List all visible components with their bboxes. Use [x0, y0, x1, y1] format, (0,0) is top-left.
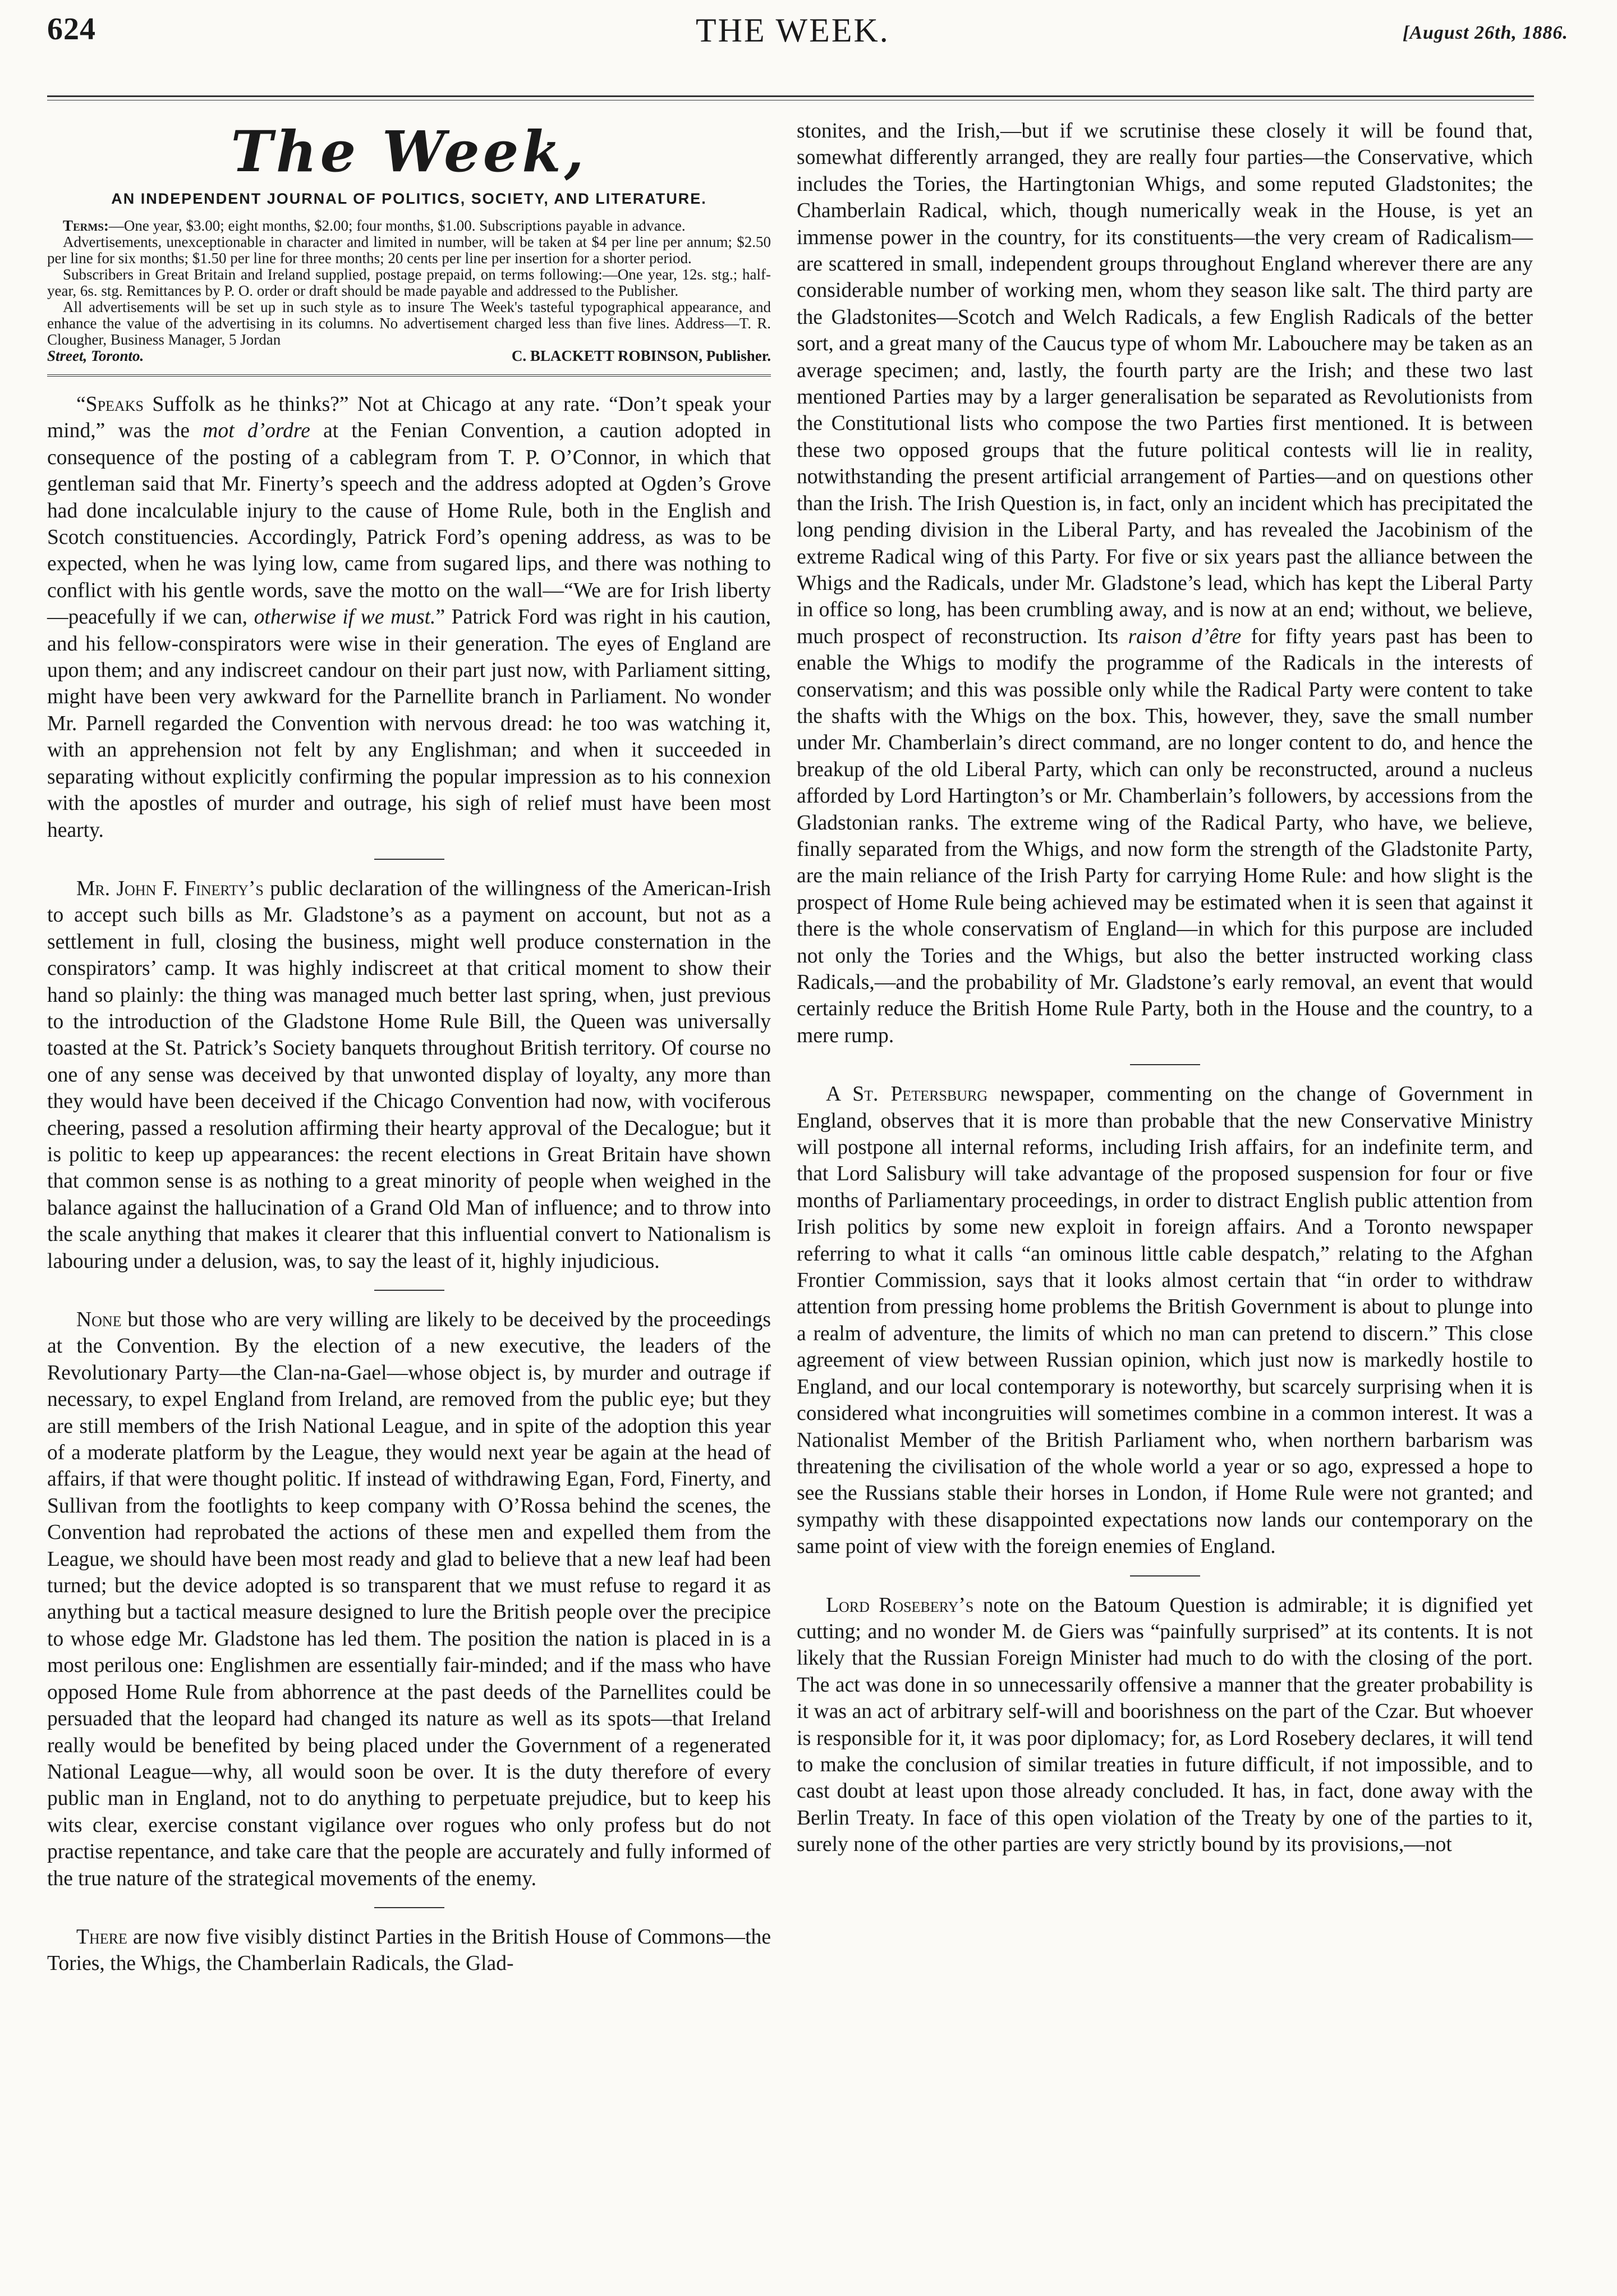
- terms-lead: Terms:: [63, 217, 109, 234]
- masthead: [47, 118, 771, 377]
- all-ads-paragraph: All advertisements will be set up in such style as to insure The Week's tasteful typographical appearance, and enhance the value of the advertising in its columns. No advertisement charged less than five lines. Address—T. R. Clougher, Business Manager, 5 Jordan: [47, 299, 771, 348]
- article-text: ” Patrick Ford was right in his caution, and his fellow-conspirators were wise in their generation. The eyes of England are upon them; and any indiscreet candour on their part just now, with Parliament sitting, might have been very awkward for the Parnellite branch in Parliament. No wonder Mr. Parnell regarded the Convention with nervous dread: he too was watching it, with an apprehension not felt by any Englishman; and when it succeeded in separating without explicitly confirming the popular impression as to his connexion with the apostles of murder and outrage, his sigh of relief must have been most hearty.: [47, 606, 771, 842]
- article-text: but those who are very willing are likely to be deceived by the proceedings at the Convention. By the election of a new executive, the leaders of the Revolutionary Party—the Clan-na-Gael—whose object is, by murder and outrage if necessary, to expel England from Ireland, are removed from the public eye; but they are still members of the Irish National League, and in spite of the adoption this year of a moderate platform by the League, they would next year be again at the head of affairs, if that were thought politic. If instead of withdrawing Egan, Ford, Finerty, and Sullivan from the footlights to keep company with O’Rossa behind the scenes, the Convention had reprobated the actions of these men and expelled them from the League, we should have been most ready and glad to believe that a new leaf had been turned; but the device adopted is so transparent that we must refuse to regard it as anything but a tactical measure designed to lure the British people over the precipice to whose edge Mr. Gladstone has led them. The position the nation is placed in is a most perilous one: Englishmen are essentially fair-minded; and if the mass who have opposed Home Rule from abhorrence at the past deeds of the Parnellites could be persuaded that the leopard had changed its nature as well as its spots—that Ireland really would be benefited by being placed under the Government of a regenerated National League—why, all would soon be over. It is the duty therefore of every public man in England, not to do anything to perpetuate prejudice, but to keep his wits clear, exercise constant vigilance over rogues who only profess but do not practise repentance, and take care that the people are accurately and fully informed of the true nature of the strategical movements of the enemy.: [47, 1308, 771, 1890]
- article-paragraph: [47, 1307, 771, 1892]
- advertisements-paragraph: Advertisements, unexceptionable in character and limited in number, will be taken at $4 per line per annum; $2.50 per line for six months; $1.50 per line for three months; 20 cents per line per insertion for a shorter period.: [47, 233, 771, 267]
- subscribers-paragraph: Subscribers in Great Britain and Ireland supplied, postage prepaid, on terms following:—One year, 12s. stg.; half-year, 6s. stg. Remittances by P. O. order or draft should be made payable and addressed to the Publisher.: [47, 266, 771, 299]
- article-lead: A St. Petersburg: [826, 1083, 988, 1106]
- masthead-rule: [47, 374, 771, 377]
- article-five-parties-continued: [797, 118, 1533, 1049]
- article-paragraph: [797, 1592, 1533, 1858]
- masthead-title: The Week,: [231, 118, 587, 185]
- masthead-terms: [47, 218, 771, 348]
- article-text: public declaration of the willingness of the American-Irish to accept such bills as Mr. Gladstone’s as a payment on account, but not as a settlement in full, closing the business, might well produce consternation in the conspirators’ camp. It was highly indiscreet at that critical moment to show their hand so plainly: the thing was managed much better last spring, when, just previous to the introduction of the Gladstone Home Rule Bill, the Queen was universally toasted at the St. Patrick’s Society banquets throughout British territory. Of course no one of any sense was deceived by that unwonted display of loyalty, any more than they would have been deceived if the Chicago Convention had now, with vociferous cheering, passed a resolution affirming their hearty approval of the Decalogue; but it is politic to keep up appearances: the recent elections in Great Britain have shown that common sense is as nothing to a great minority of people when weighed in the balance against the hallucination of a Grand Old Man of influence; and to throw into the scale anything that makes it clearer that this influential convert to Nationalism is labouring under a delusion, was, to say the least of it, highly injudicious.: [47, 877, 771, 1273]
- running-title: THE WEEK.: [696, 12, 890, 49]
- article-separator: [1130, 1575, 1200, 1577]
- article-text: are now five visibly distinct Parties in the British House of Commons—the Tories, the Whigs, the Chamberlain Radicals, the Glad-: [47, 1925, 771, 1976]
- article-paragraph: [797, 118, 1533, 1049]
- article-separator: [374, 1290, 444, 1291]
- left-column: [47, 118, 771, 1977]
- article-speaks-suffolk: [47, 391, 771, 844]
- right-column: [797, 118, 1533, 1858]
- page-number: 624: [47, 12, 96, 47]
- terms-text: —One year, $3.00; eight months, $2.00; four months, $1.00. Subscriptions payable in advance.: [108, 217, 686, 234]
- article-paragraph: [797, 1081, 1533, 1560]
- article-text: Suffolk as he thinks?” Not at Chicago at any rate. “Don’t speak your mind,” was the: [47, 393, 771, 443]
- header-rule: [47, 95, 1534, 97]
- article-lead: Lord Rosebery’s: [826, 1593, 974, 1617]
- article-lead: Mr. John F. Finerty’s: [76, 877, 264, 900]
- article-paragraph: [47, 876, 771, 1275]
- article-separator: [1130, 1064, 1200, 1065]
- article-finerty: [47, 876, 771, 1275]
- article-emphasis: mot d’ordre: [203, 419, 310, 443]
- article-text: note on the Batoum Question is admirable; it is dignified yet cutting; and no wonder M. de Giers was “painfully surprised” at its contents. It is not likely that the Russian Foreign Minister had much to do with the closing of the port. The act was done in so unnecessarily offensive a manner that the greater probability is it was an act of arbitrary self-will and boorishness on the part of the Czar. But whoever is responsible for it, it was poor diplomacy; for, as Lord Rosebery declares, it will tend to make the conclusion of similar treaties in future difficult, if not impossible, and to cast doubt at least upon those already concluded. It has, in fact, done away with the Berlin Treaty. In face of this open violation of the Treaty by one of the parties to it, surely none of the other parties are very strictly bound by its provisions,—not: [797, 1593, 1533, 1857]
- masthead-address: Street, Toronto.: [47, 347, 144, 364]
- article-text: stonites, and the Irish,—but if we scrutinise these closely it will be found that, somewhat differently arranged, they are really four parties—the Conservative, which includes the Tories, the Hartingtonian Whigs, and some reputed Gladstonites; the Chamberlain Radical, which, though numerically weak in the House, is yet an immense power in the country, for its constituents—the very cream of Radicalism—are scattered in small, independent groups throughout England wherever there are any considerable number of working men, whom they season like salt. The third party are the Gladstonites—Scotch and Welch Radicals, a few English Radicals of the better sort, and a great many of the Caucus type of whom Mr. Labouchere may be taken as an average specimen; and, lastly, the fourth party are the Irish; and these two last mentioned Parties may by a larger generalisation be separated as Revolutionists from the Constitutional lists who compose the two Parties first mentioned. It is between these two opposed groups that the future political contests will lie in reality, notwithstanding the present artificial arrangement of Parties—and on questions other than the Irish. The Irish Question is, in fact, only an incident which has precipitated the long pending division in the Liberal Party, and has revealed the Jacobinism of the extreme Radical wing of this Party. For five or six years past the alliance between the Whigs and the Radicals, under Mr. Gladstone’s lead, which has kept the Liberal Party in office so long, has been crumbling away, and is now at an end; without, we believe, much prospect of reconstruction. Its: [797, 120, 1533, 648]
- article-none-but: [47, 1307, 771, 1892]
- masthead-publisher: C. BLACKETT ROBINSON, Publisher.: [511, 347, 771, 364]
- masthead-signature: [47, 348, 771, 364]
- article-lead: There: [76, 1925, 127, 1949]
- article-text: for fifty years past has been to enable the Whigs to modify the programme of the Radicals in the interests of conservatism; and this was possible only while the Radical Party were content to take the shafts with the Whigs on the box. This, however, they, save the small number under Mr. Chamberlain’s direct command, are no longer content to do, and hence the breakup of the old Liberal Party, which can only be reconstructed, around a nucleus afforded by Lord Hartington’s or Mr. Chamberlain’s followers, by accessions from the Gladstonian ranks. The extreme wing of the Radical Party, who have, we believe, finally separated from the Whigs, and now form the strength of the Gladstonite Party, are the main reliance of the Irish Party for carrying Home Rule: and how slight is the prospect of Home Rule being achieved may be estimated when it is seen that against it there is the whole conservatism of England—in which for this purpose are included not only the Tories and the Whigs, but also the better instructed working class Radicals,—and the probability of Mr. Gladstone’s early removal, an event that would certainly reduce the British Home Rule Party, both in the House and the country, to a mere rump.: [797, 625, 1533, 1047]
- article-paragraph: [47, 391, 771, 844]
- article-separator: [374, 859, 444, 860]
- article-separator: [374, 1907, 444, 1908]
- article-emphasis: raison d’être: [1128, 625, 1242, 648]
- running-date: [August 26th, 1886.: [1403, 22, 1568, 43]
- article-emphasis: otherwise if we must.: [254, 606, 436, 629]
- article-text: at the Fenian Convention, a caution adopted in consequence of the posting of a cablegram from T. P. O’Connor, in which that gentleman said that Mr. Finerty’s speech and the address adopted at Ogden’s Grove had done incalculable injury to the cause of Home Rule, both in the English and Scotch constituencies. Accordingly, Patrick Ford’s opening address, as was to be expected, when he was lying low, came from sugared lips, and there was nothing to conflict with his gentle words, save the motto on the wall—“We are for Irish liberty—peacefully if we can,: [47, 419, 771, 629]
- article-st-petersburg: [797, 1081, 1533, 1560]
- masthead-subtitle: AN INDEPENDENT JOURNAL OF POLITICS, SOCIETY, AND LITERATURE.: [111, 190, 707, 207]
- article-five-parties-start: [47, 1924, 771, 1977]
- article-text: newspaper, commenting on the change of Government in England, observes that it is more than probable that the new Conservative Ministry will postpone all internal reforms, including Irish affairs, for an indefinite term, and that Lord Salisbury will take advantage of the proposed suspension for four or five months of Parliamentary proceedings, in order to distract English public attention from Irish politics by some new exploit in foreign affairs. And a Toronto newspaper referring to what it calls “an ominous little cable despatch,” relating to the Afghan Frontier Commission, says that it looks almost certain that “in order to withdraw attention from pressing home problems the British Government is about to plunge into a realm of adventure, the limits of which no man can pretend to discern.” This close agreement of view between Russian opinion, which just now is markedly hostile to England, and our local contemporary is noteworthy, but scarcely surprising when it is considered what incongruities will sometimes combine in a common interest. It was a Nationalist Member of the British Parliament who, when northern barbarism was threatening the civilisation of the whole world a year or so ago, expressed a hope to see the Russians stable their horses in London, if Home Rule were not granted; and sympathy with these disappointed expectations now lands our contemporary on the same point of view with the foreign enemies of England.: [797, 1083, 1533, 1559]
- article-paragraph: [47, 1924, 771, 1977]
- article-lead: None: [76, 1308, 122, 1331]
- article-rosebery: [797, 1592, 1533, 1858]
- terms-paragraph: [47, 218, 771, 234]
- article-lead: “Speaks: [76, 393, 144, 416]
